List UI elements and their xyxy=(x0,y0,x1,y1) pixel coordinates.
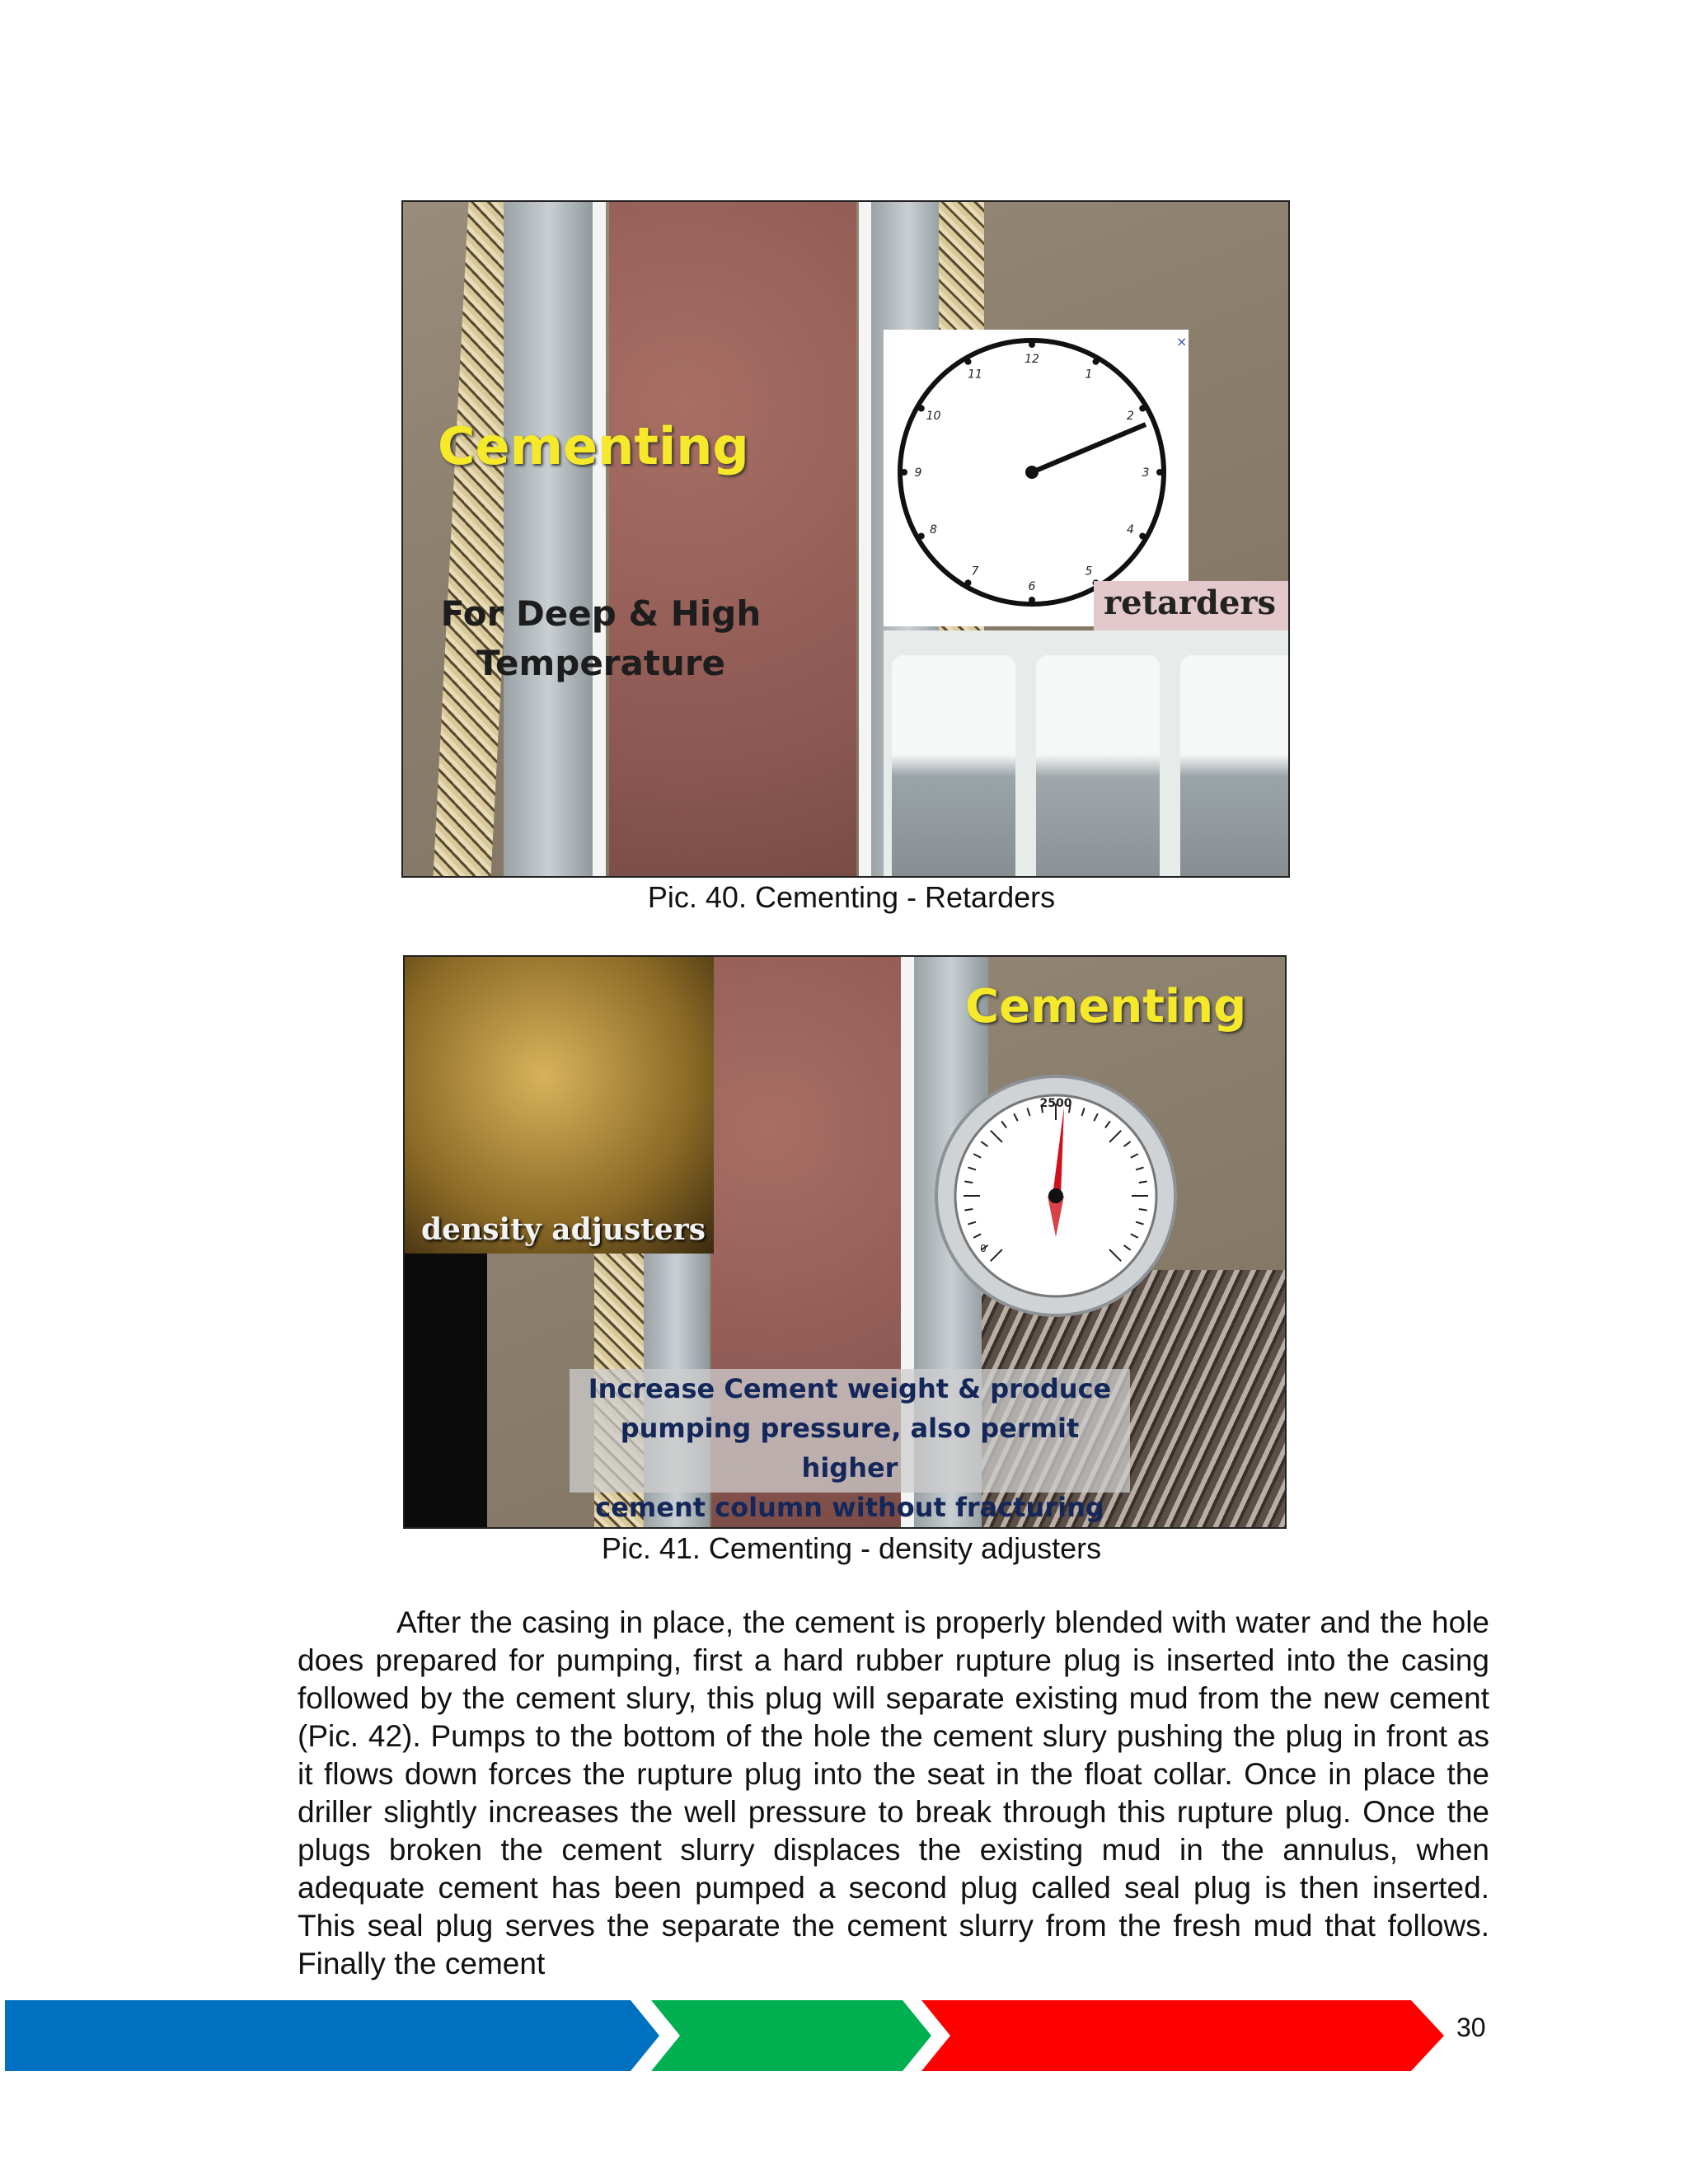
figure-title: Cementing xyxy=(965,980,1247,1033)
clock-tick xyxy=(918,533,925,540)
figure-cementing-retarders xyxy=(401,200,1290,878)
subtitle-line-2: Temperature xyxy=(476,643,726,683)
clock-number: 9 xyxy=(914,466,922,480)
clock-tick xyxy=(1093,359,1100,365)
casing-line-left xyxy=(593,202,606,876)
clock-tick xyxy=(1139,533,1146,540)
clock-tick xyxy=(1029,341,1035,348)
clock-number: 3 xyxy=(1142,466,1150,480)
svg-text:×: × xyxy=(1176,334,1188,349)
note-line-3: cement column without fracturing xyxy=(595,1492,1104,1523)
footer-blue-arrow xyxy=(5,2000,659,2071)
footer-red-arrow xyxy=(921,2000,1444,2071)
clock-number: 2 xyxy=(1127,410,1134,423)
note-text xyxy=(570,1369,1130,1527)
inset-photo xyxy=(405,957,714,1254)
casing-line-right xyxy=(859,202,872,876)
note-line-2: pumping pressure, also permit higher xyxy=(620,1413,1080,1483)
figure-cementing-density-adjusters xyxy=(403,955,1287,1529)
figure-subtitle xyxy=(428,589,774,688)
page-number: 30 xyxy=(1456,2013,1486,2042)
body-text: After the casing in place, the cement is properly blended with water and the hole does prepared for pumping, first a hard rubber rupture plug is inserted into the casing followed by the cement slury, this plug will separate existing mud from the new cement (Pic. 42). Pumps to the bottom of the hole the cement slury pushing the plug in front as it flows down forces the rupture plug into the seat in the float collar. Once in place the driller slightly increases the well pressure to break through this rupture plug. Once the plugs broken the cement slurry displaces the existing mud in the annulus, when adequate cement has been pumped a second plug called seal plug is then inserted. This seal plug serves the separate the cement slurry from the fresh mud that follows. Finally the cement xyxy=(298,1605,1489,1980)
casing-left xyxy=(504,202,594,876)
clock-number: 8 xyxy=(930,523,937,537)
clock-number: 1 xyxy=(1085,368,1093,382)
clock-tick xyxy=(965,359,972,365)
density-adjusters-tag: density adjusters xyxy=(421,1212,706,1247)
clock-number: 4 xyxy=(1127,523,1134,537)
figure-title: Cementing xyxy=(438,416,749,476)
retarders-tag: retarders xyxy=(1104,583,1277,622)
clock-number: 5 xyxy=(1085,565,1093,579)
figure-caption: Pic. 40. Cementing - Retarders xyxy=(647,880,1056,914)
clock-tick xyxy=(918,405,925,412)
gauge-zero-label: 0 xyxy=(980,1243,987,1254)
footer-arrow-bar xyxy=(0,2000,1451,2071)
subtitle-line-1: For Deep & High xyxy=(440,593,762,634)
clock-number: 12 xyxy=(1025,353,1039,366)
body-paragraph xyxy=(298,1604,1489,1983)
clock-tick xyxy=(965,579,972,586)
figure-caption: Pic. 41. Cementing - density adjusters xyxy=(601,1531,1102,1565)
clock-tick xyxy=(1139,405,1146,412)
pressure-gauge xyxy=(932,1072,1179,1319)
clock-number: 7 xyxy=(971,565,979,579)
clock-number: 6 xyxy=(1028,580,1036,593)
jars-photo xyxy=(884,630,1288,876)
clock-number: 11 xyxy=(968,368,982,382)
note-line-1: Increase Cement weight & produce xyxy=(588,1373,1112,1404)
cement-slurry xyxy=(609,202,856,876)
clock-tick xyxy=(1156,469,1163,476)
clock-number: 10 xyxy=(926,410,941,423)
clock-tick xyxy=(1029,597,1035,603)
footer-green-arrow xyxy=(651,2000,931,2071)
clock-tick xyxy=(901,469,907,476)
gauge-icon xyxy=(932,1072,1179,1319)
gauge-max-label: 2500 xyxy=(1039,1097,1072,1110)
